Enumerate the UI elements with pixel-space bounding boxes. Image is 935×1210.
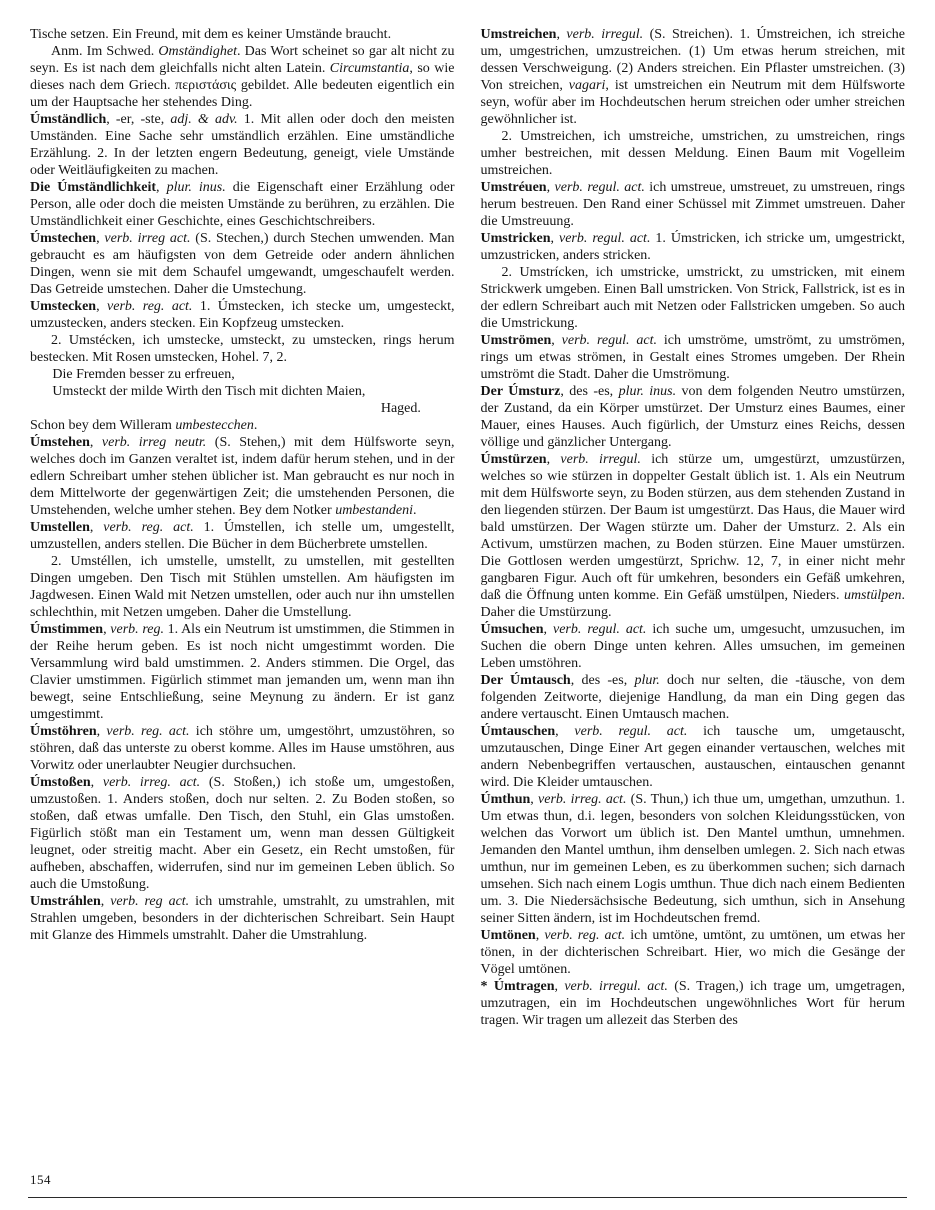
entry-umstaendlichkeit [30, 179, 455, 230]
text-run: verb. reg. act. [103, 520, 194, 535]
text-run: , [89, 520, 104, 535]
entry-umstroemen [481, 332, 906, 383]
text-run: ich umströme, umströmt, zu umströmen, rings um etwas strömen, in Gestalt eines Stromes umgeben. Der Rhein umströmt die Stadt. Daher die Umströmung. [480, 333, 905, 382]
entry-umstaendlich [30, 111, 455, 179]
text-run: Úmthun [480, 792, 531, 807]
text-run: verb. irreg act. [104, 231, 191, 246]
text-run: Úmstöhren [30, 724, 97, 739]
text-run: 2. Umstécken, ich umstecke, umsteckt, zu umstecken, rings herum bestecken. Mit Rosen umstecken, Hohel. 7, 2. [30, 333, 455, 365]
text-run: Der Úmtausch [480, 673, 571, 688]
text-run: , [551, 333, 562, 348]
text-run: Úmstimmen [30, 622, 104, 637]
text-run: , [100, 894, 111, 909]
entry-umsuchen [481, 621, 906, 672]
text-run: verb. regul. act. [558, 231, 651, 246]
text-run: ich tausche um, umgetauscht, umzutauschen, Dinge Einer Art gegen einander vertauschen, welches mit andern Nebenbegriffen vertauschen, austauschen, eintauschen genannt wird. Die Kleider umtauschen. [480, 724, 905, 790]
entry-umtauschen [481, 723, 906, 791]
text-run: , [96, 724, 107, 739]
text-run: umbestandeni [335, 503, 413, 518]
text-columns [30, 26, 905, 1158]
text-run: Umströmen [480, 333, 552, 348]
text-run: Úmstürzen [480, 452, 547, 467]
entry-umstrahlen [30, 893, 455, 944]
text-run: 1. Úmstecken, ich stecke um, umgesteckt, umzustecken, anders stecken. Ein Kopfzeug umstecken. [30, 299, 455, 331]
text-run: verb. regul. act. [552, 622, 647, 637]
text-run: Schon bey dem Willeram [30, 418, 176, 433]
entry-umstuerzen [481, 451, 906, 621]
text-run: * Úmtragen [480, 979, 555, 994]
text-run: Úmstoßen [30, 775, 91, 790]
text-run: (S. Stehen,) mit dem Hülfsworte seyn, welches doch im Ganzen veraltet ist, indem dafür herum stehen, und in der edlern Schreibart umher stehen üblicher ist. Man gebraucht es nur noch in dem Mittelworte der gegenwärtigen Zeit; die umstehenden Personen, die Umstehenden, welche umher stehen. Bey dem Notker [30, 435, 455, 518]
entry-umstreichen [481, 26, 906, 128]
text-run: verb. irregul. [566, 27, 644, 42]
left-column [30, 26, 455, 1158]
text-run: ich umstrahle, umstrahlt, zu umstrahlen, mit Strahlen umgeben, besonders in der dichterischen Schreibart. Sein Haupt mit Glanze des Himmels umstrahlt. Daher die Umstrahlung. [30, 894, 455, 943]
entry-umstechen [30, 230, 455, 298]
text-run: ich stöhre um, umgestöhrt, umzustöhren, so stöhren, daß das unterste zu oberst komme. Alles im Hause umstöhren, aus Vorwitz oder unerlaubter Neugier durchsuchen. [30, 724, 455, 773]
text-run: Umstellen [30, 520, 90, 535]
text-run: verb. reg. act. [106, 724, 190, 739]
text-run: ich umtöne, umtönt, zu umtönen, um etwas her tönen, in der dichterischen Schreibart. Hier, wo mich die Gesänge der Vögel umtönen. [480, 928, 905, 977]
entry-umstricken-sense-2 [481, 264, 906, 332]
text-run: , so wie dieses nach dem Griech. περιστάσις gebildet. Alle bedeuten eigentlich ein um der Hauptsache her stehendes Ding. [30, 61, 455, 110]
entry-umstecken [30, 298, 455, 332]
text-run: , [554, 979, 565, 994]
text-run: ich umstreue, umstreuet, zu umstreuen, rings herum bestreuen. Den Rand einer Schüssel mit Zimmet umstreuen. Daher die Umstreuung. [480, 180, 905, 229]
entry-umstimmen [30, 621, 455, 723]
verse-line [30, 383, 455, 400]
text-run: die Eigenschaft einer Erzählung oder Person, alle oder doch die meisten Umstände zu berühren, zu erzählen. Die Umständlichkeit einer Geschichte, eines Geschichtschreibers. [30, 180, 455, 229]
entry-umstehen [30, 434, 455, 519]
text-run: verb. irregul. act. [564, 979, 668, 994]
text-run: (S. Streichen). 1. Úmstreichen, ich streiche um, umgestrichen, umzustreichen. (1) Um etwas herum streichen, mit dessen Verschweigung. (2) Anders streichen. Ein Pflaster umstreichen. (3) Von streichen, [480, 27, 905, 93]
text-run: , [555, 724, 575, 739]
entry-umstoehren [30, 723, 455, 774]
text-run: 1. Úmstellen, ich stelle um, umgestellt, umzustellen, anders stellen. Die Bücher in dem Bücherbrete umstellen. [30, 520, 455, 552]
text-run: 1. Úmstricken, ich stricke um, umgestrickt, umzustricken, anders stricken. [480, 231, 905, 263]
text-run: ich suche um, umgesucht, umzusuchen, im Suchen die obern Dinge unten kehren. Alles umsuchen, im gemeinen Leben umstöhren. [480, 622, 905, 671]
text-run: verb. regul. act. [554, 180, 645, 195]
text-run: (S. Tragen,) ich trage um, umgetragen, umzutragen, ein im Hochdeutschen ungewöhnliches Wort für herum tragen. Wir tragen um allezeit das Sterben des [480, 979, 905, 1028]
text-run: verb. reg. [110, 622, 164, 637]
text-run: Omständighet [158, 44, 237, 59]
text-run: , [550, 231, 559, 246]
text-run: vagari [568, 78, 606, 93]
text-run: Úmsuchen [480, 622, 544, 637]
text-run: , [89, 435, 102, 450]
entry-umstricken [481, 230, 906, 264]
entry-umstossen [30, 774, 455, 893]
text-run: 2. Umstreichen, ich umstreiche, umstrichen, zu umstreichen, rings umher bestreichen, mit dessen Meldung. Einen Baum mit Vogelleim umstreichen. [480, 129, 905, 178]
text-run: Haged. [380, 401, 421, 416]
right-column [481, 26, 906, 1158]
entry-umthun [481, 791, 906, 927]
text-run: plur. inus. [166, 180, 226, 195]
text-run: , [103, 622, 111, 637]
text-run: . [253, 418, 258, 433]
text-run: Tische setzen. Ein Freund, mit dem es keiner Umstände braucht. [30, 27, 392, 42]
text-run: Der Úmsturz [480, 384, 561, 399]
footer-rule [28, 1197, 907, 1198]
text-run: Die Fremden besser zu erfreuen, [52, 367, 235, 382]
text-run: , ist umstreichen ein Neutrum mit dem Hülfsworte seyn, wofür aber im Hochdeutschen herum streichen oder umher streichen gewöhnlicher ist. [480, 78, 905, 127]
text-run: , [546, 452, 561, 467]
text-run: Die Úmständlichkeit [30, 180, 157, 195]
text-run: umbestecchen [175, 418, 254, 433]
text-run: Úmständlich [30, 112, 107, 127]
text-run: Úmstechen [30, 231, 97, 246]
text-run: (S. Stoßen,) ich stoße um, umgestoßen, umzustoßen. 1. Anders stoßen, doch nur selten. 2. Zu Boden stoßen, so stoßen, daß etwas umfalle. Den Tisch, den Stuhl, ein Glas umstoßen. Figürlich stößt man ein Testament um, wenn man dessen Gültigkeit leugnet, oder streitig macht. Aber ein Gesetz, ein Recht umstoßen, für aufheben, abschaffen, widerrufen, sind nur im gemeinen Leben üblich. So auch die Umstoßung. [30, 775, 455, 892]
text-run: , [543, 622, 553, 637]
text-run: von dem folgenden Neutro umstürzen, der Zustand, da ein Körper umstürzet. Der Umsturz eines Baumes, einer Mauer, eines Hauses. Auch figürlich, der Umsturz eines Reichs, dessen völlige und gänzlicher Untergang. [480, 384, 905, 450]
text-run: Umstreichen [480, 27, 557, 42]
continuation-text [30, 26, 455, 43]
text-run: , [530, 792, 539, 807]
text-run: 1. Als ein Neutrum ist umstimmen, die Stimmen in der Reihe herum geben. Es ist noch nicht umgestimmt worden. Die Versammlung wird bald umstimmen. 2. Anders stimmen. Die Orgel, das Clavier umstimmen. Figürlich stimmet man jemanden um, wenn man ihn bewegt, seine Entschließung, seine Meynung zu ändern. Er ist ganz umgestimmt. [30, 622, 455, 722]
entry-umstecken-sense-2 [30, 332, 455, 366]
text-run: 2. Umstrícken, ich umstricke, umstrickt, zu umstricken, mit einem Strickwerk umgeben. Einen Ball umstricken. Von Strick, Fallstrick, ist es in der edlern Schreibart auch mit Netzen oder Fallstricken umgeben. So auch die Umstrickung. [480, 265, 905, 331]
entry-umstreichen-sense-2 [481, 128, 906, 179]
text-run: Circumstantia [329, 61, 410, 76]
verse-line [30, 366, 455, 383]
text-run: verb. irreg. act. [102, 775, 201, 790]
text-run: , [535, 928, 545, 943]
text-run: , des -es, [570, 673, 635, 688]
text-run: Umstréuen [480, 180, 547, 195]
text-run: ich stürze um, umgestürzt, umzustürzen, welches so wie stürzen in doppelter Gestalt üblich ist. 1. Als ein Neutrum mit dem Hülfsworte seyn, zu Boden stürzen, aus dem stehenden Zustand in den liegenden stürzen. Der Baum ist umgestürzt. Das Haus, die Mauer wird bald umstürzen. Der Wagen stürzte um. Daher der Umsturz. 2. Als ein Activum, umstürzen machen, zu Boden stürzen. Eine Mauer umstürzen. Die Gottlosen werden umgestürzt, Sprichw. 12, 7, in einer nicht mehr gangbaren Figur. Auch oft für umkehren, besonders ein Gefäß umkehren, daß die Öffnung unten komme. Ein Gefäß umstülpen, Nieders. [480, 452, 905, 603]
text-run: . Das Wort scheinet so gar alt nicht zu seyn. Es ist nach dem gleichfalls nicht alten Latein. [30, 44, 455, 76]
entry-umstecken-note [30, 417, 455, 434]
text-run: 1. Mit allen oder doch den meisten Umständen. Eine Sache sehr umständlich erzählen. Eine umständliche Erzählung. 2. In der letzten engern Bedeutung, geneigt, viele Umstände oder Weitläufigkeiten zu machen. [30, 112, 455, 178]
entry-umtoenen [481, 927, 906, 978]
text-run: umstülpen [843, 588, 902, 603]
text-run: , [96, 231, 105, 246]
text-run: verb. reg act. [110, 894, 190, 909]
text-run: Umsteckt der milde Wirth den Tisch mit dichten Maien, [52, 384, 366, 399]
text-run: , [90, 775, 103, 790]
annotation-anm [30, 43, 455, 111]
text-run: plur. [634, 673, 660, 688]
text-run: Umstráhlen [30, 894, 101, 909]
text-run: , des -es, [560, 384, 619, 399]
text-run: (S. Thun,) ich thue um, umgethan, umzuthun. 1. Um etwas thun, d.i. legen, besonders von solchen Kleidungsstücken, von welchen das Vorwort um üblich ist. Den Mantel umthun, umnehmen. Jemanden den Mantel umthun, ihm denselben umlegen. 2. Sich nach etwas umthun, nur im gemeinen Leben, es zu überkommen suchen; sich darnach umsehen. Sich nach einem Logis umthun. Thue dich nach einem Bedienten um. 3. Die Niedersächsische Bedeutung, sich umthun, sich in Ansehung seiner Sitten ändern, ist im Hochdeutschen fremd. [480, 792, 905, 926]
text-run: Úmtauschen [480, 724, 556, 739]
text-run: doch nur selten, die -täusche, von dem folgenden Zeitworte, diejenige Handlung, da man ein Ding gegen das andere vertauscht. Einen Umtausch machen. [480, 673, 905, 722]
text-run: verb. reg. act. [544, 928, 626, 943]
text-run: verb. irreg neutr. [101, 435, 207, 450]
text-run: , [556, 27, 567, 42]
entry-umtragen [481, 978, 906, 1029]
text-run: Úmstehen [30, 435, 90, 450]
text-run: . Daher die Umstürzung. [480, 588, 905, 620]
text-run: verb. reg. act. [107, 299, 193, 314]
text-run: adj. & adv. [170, 112, 238, 127]
text-run: verb. regul. act. [574, 724, 688, 739]
text-run: , [96, 299, 108, 314]
text-run: Umstricken [480, 231, 551, 246]
entry-umstellen-sense-2 [30, 553, 455, 621]
text-run: plur. inus. [618, 384, 677, 399]
text-run: verb. irreg. act. [538, 792, 627, 807]
text-run: , [546, 180, 555, 195]
text-run: verb. regul. act. [561, 333, 657, 348]
text-run: 2. Umstéllen, ich umstelle, umstellt, zu umstellen, mit gestellten Dingen umgeben. Den Tisch mit Stühlen umstellen. Am häufigsten im Jagdwesen. Einen Wald mit Netzen umstellen, oder auch nur ihn umstellen schlechthin, mit Netzen umgeben. Daher die Umstellung. [30, 554, 455, 620]
entry-umstreuen [481, 179, 906, 230]
text-run: Anm. Im Schwed. [51, 44, 159, 59]
entry-umsturz [481, 383, 906, 451]
text-run: verb. irregul. [560, 452, 641, 467]
text-run: (S. Stechen,) durch Stechen umwenden. Man gebraucht es am häufigsten von dem Getreide oder andern ähnlichen Dingen, wenn sie mit dem Schaufel umgewandt, umgeschaufelt werden. Das Getreide umstechen. Daher die Umstechung. [30, 231, 455, 297]
text-run: Umtönen [480, 928, 536, 943]
entry-umstellen [30, 519, 455, 553]
text-run: , -er, -ste, [106, 112, 171, 127]
entry-umtausch [481, 672, 906, 723]
text-run: , [156, 180, 167, 195]
page-number: 154 [30, 1172, 51, 1187]
verse-attribution [30, 400, 455, 417]
text-run: Umstecken [30, 299, 97, 314]
text-run: . [412, 503, 417, 518]
